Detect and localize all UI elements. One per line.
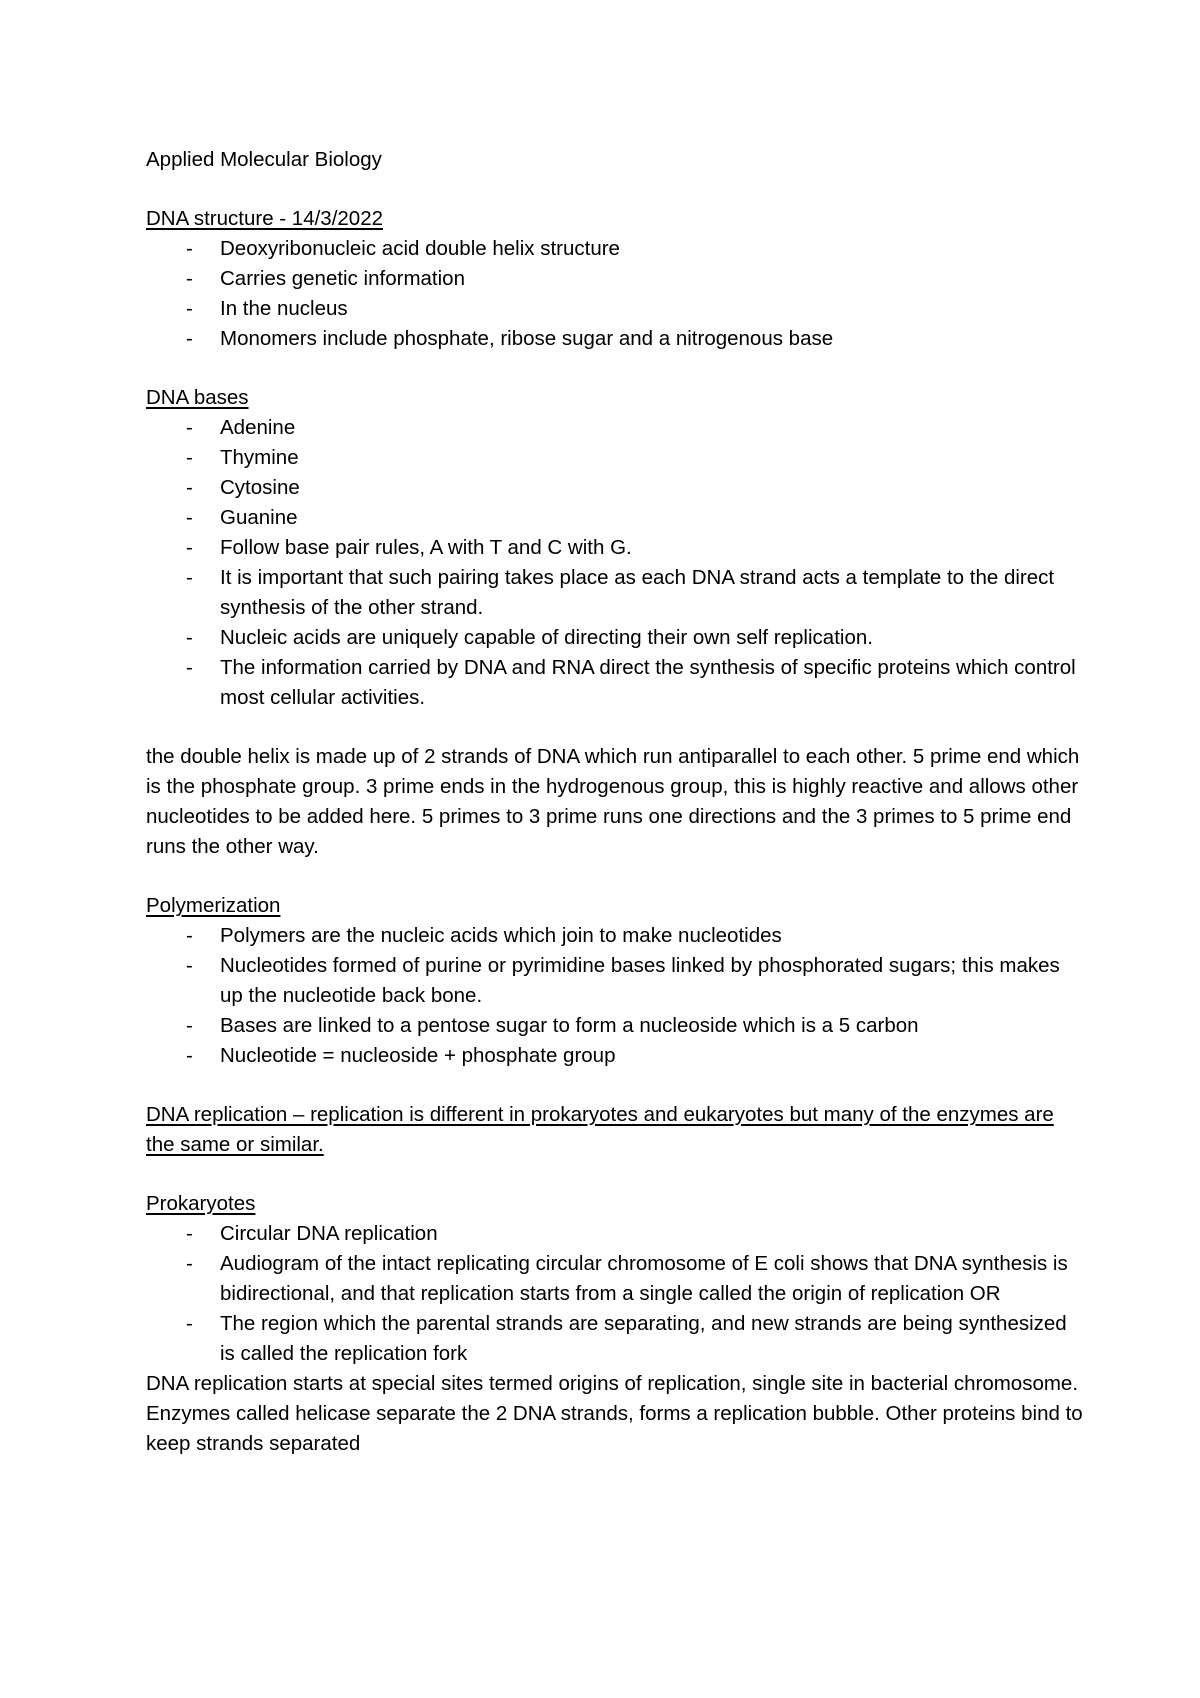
list-item [146, 533, 1086, 563]
list-item-text: Guanine [220, 506, 298, 529]
dash-bullet-icon: - [186, 267, 193, 290]
bullet-list-dna-structure [146, 234, 1086, 354]
list-item-text: Bases are linked to a pentose sugar to form a nucleoside which is a 5 carbon [220, 1014, 919, 1037]
list-item [146, 623, 1086, 653]
dash-bullet-icon: - [186, 656, 193, 679]
list-item-text: The information carried by DNA and RNA direct the synthesis of specific proteins which control most cellular activities. [220, 656, 1076, 709]
section-heading-dna-structure: DNA structure - 14/3/2022 [146, 207, 384, 230]
list-item [146, 1309, 1086, 1369]
dash-bullet-icon: - [186, 237, 193, 260]
list-item [146, 443, 1086, 473]
dash-bullet-icon: - [186, 476, 193, 499]
list-item [146, 951, 1086, 1011]
section-heading-dna-bases: DNA bases [146, 386, 249, 409]
list-item-text: Deoxyribonucleic acid double helix structure [220, 237, 620, 260]
list-item [146, 324, 1086, 354]
dash-bullet-icon: - [186, 297, 193, 320]
dash-bullet-icon: - [186, 1044, 193, 1067]
section-heading-polymerization: Polymerization [146, 894, 281, 917]
list-item [146, 921, 1086, 951]
list-item [146, 1249, 1086, 1309]
dash-bullet-icon: - [186, 954, 193, 977]
spacer [146, 1071, 1086, 1100]
dash-bullet-icon: - [186, 327, 193, 350]
bullet-list-dna-bases [146, 413, 1086, 713]
list-item-text: Monomers include phosphate, ribose sugar and a nitrogenous base [220, 327, 834, 350]
dash-bullet-icon: - [186, 566, 193, 589]
list-item-text: Thymine [220, 446, 299, 469]
list-item [146, 294, 1086, 324]
list-item-text: Nucleotide = nucleoside + phosphate group [220, 1044, 616, 1067]
spacer [146, 862, 1086, 891]
list-item-text: The region which the parental strands are separating, and new strands are being synthesized is called the replication fork [220, 1312, 1067, 1365]
list-item [146, 264, 1086, 294]
list-item-text: Nucleotides formed of purine or pyrimidine bases linked by phosphorated sugars; this makes up the nucleotide back bone. [220, 954, 1060, 1007]
list-item [146, 1041, 1086, 1071]
list-item-text: Polymers are the nucleic acids which join to make nucleotides [220, 924, 782, 947]
list-item [146, 563, 1086, 623]
section-heading-dna-replication: DNA replication – replication is different in prokaryotes and eukaryotes but many of the enzymes are the same or similar. [146, 1103, 1054, 1156]
list-item-text: Follow base pair rules, A with T and C with G. [220, 536, 632, 559]
bullet-list-prokaryotes [146, 1219, 1086, 1369]
spacer [146, 1160, 1086, 1189]
dash-bullet-icon: - [186, 626, 193, 649]
section-heading-prokaryotes: Prokaryotes [146, 1192, 256, 1215]
dash-bullet-icon: - [186, 1222, 193, 1245]
paragraph-replication-origins: DNA replication starts at special sites termed origins of replication, single site in bacterial chromosome. [146, 1372, 1079, 1395]
dash-bullet-icon: - [186, 1312, 193, 1335]
list-item-text: Adenine [220, 416, 296, 439]
spacer [146, 175, 1086, 204]
dash-bullet-icon: - [186, 536, 193, 559]
list-item [146, 503, 1086, 533]
list-item-text: Carries genetic information [220, 267, 465, 290]
list-item-text: Audiogram of the intact replicating circular chromosome of E coli shows that DNA synthesis is bidirectional, and that replication starts from a single called the origin of replication OR [220, 1252, 1068, 1305]
dash-bullet-icon: - [186, 1252, 193, 1275]
paragraph-double-helix: the double helix is made up of 2 strands of DNA which run antiparallel to each other. 5 prime end which is the phosphate group. 3 prime ends in the hydrogenous group, this is highly reactive and allows other nucleotides to be added here. 5 primes to 3 prime runs one directions and the 3 primes to 5 prime end runs the other way. [146, 745, 1080, 858]
spacer [146, 713, 1086, 742]
list-item-text: Cytosine [220, 476, 300, 499]
dash-bullet-icon: - [186, 446, 193, 469]
spacer [146, 354, 1086, 383]
list-item [146, 413, 1086, 443]
document-title: Applied Molecular Biology [146, 148, 382, 171]
list-item-text: Nucleic acids are uniquely capable of directing their own self replication. [220, 626, 873, 649]
list-item [146, 653, 1086, 713]
dash-bullet-icon: - [186, 506, 193, 529]
list-item-text: Circular DNA replication [220, 1222, 438, 1245]
dash-bullet-icon: - [186, 1014, 193, 1037]
dash-bullet-icon: - [186, 416, 193, 439]
dash-bullet-icon: - [186, 924, 193, 947]
list-item-text: In the nucleus [220, 297, 348, 320]
list-item [146, 234, 1086, 264]
list-item [146, 473, 1086, 503]
bullet-list-polymerization [146, 921, 1086, 1071]
paragraph-helicase: Enzymes called helicase separate the 2 DNA strands, forms a replication bubble. Other proteins bind to keep strands separated [146, 1402, 1083, 1455]
document-body [146, 145, 1086, 1459]
list-item-text: It is important that such pairing takes place as each DNA strand acts a template to the direct synthesis of the other strand. [220, 566, 1055, 619]
list-item [146, 1011, 1086, 1041]
list-item [146, 1219, 1086, 1249]
